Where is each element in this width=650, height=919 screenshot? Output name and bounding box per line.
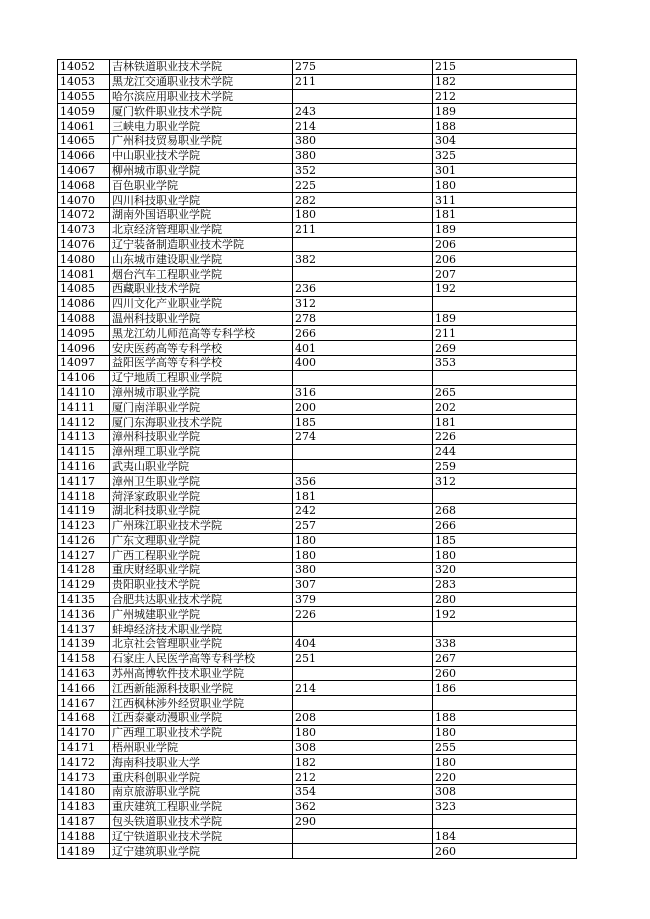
score-a-cell (293, 696, 433, 711)
score-a-cell: 274 (293, 429, 433, 444)
school-name-cell: 蚌埠经济技术职业学院 (110, 622, 293, 637)
score-b-cell: 192 (433, 607, 577, 622)
score-b-cell: 226 (433, 429, 577, 444)
score-a-cell: 401 (293, 341, 433, 356)
score-b-cell: 259 (433, 459, 577, 474)
score-b-cell: 189 (433, 311, 577, 326)
score-b-cell: 184 (433, 829, 577, 844)
score-a-cell: 225 (293, 178, 433, 193)
school-code-cell: 14137 (58, 622, 110, 637)
score-a-cell: 180 (293, 533, 433, 548)
table-row (58, 444, 577, 459)
school-code-cell: 14117 (58, 474, 110, 489)
score-b-cell: 188 (433, 711, 577, 726)
school-code-cell: 14076 (58, 237, 110, 252)
score-a-cell: 182 (293, 755, 433, 770)
school-name-cell: 中山职业技术学院 (110, 148, 293, 163)
school-name-cell: 包头铁道职业技术学院 (110, 814, 293, 829)
school-name-cell: 湖南外国语职业学院 (110, 207, 293, 222)
school-code-cell: 14059 (58, 104, 110, 119)
school-name-cell: 苏州高博软件技术职业学院 (110, 666, 293, 681)
score-b-cell: 180 (433, 178, 577, 193)
score-a-cell: 180 (293, 725, 433, 740)
score-a-cell: 316 (293, 385, 433, 400)
school-name-cell: 烟台汽车工程职业学院 (110, 267, 293, 282)
score-b-cell: 301 (433, 163, 577, 178)
score-a-cell: 208 (293, 711, 433, 726)
school-name-cell: 柳州城市职业学院 (110, 163, 293, 178)
school-name-cell: 安庆医药高等专科学校 (110, 341, 293, 356)
school-name-cell: 广州城建职业学院 (110, 607, 293, 622)
table-row (58, 577, 577, 592)
school-code-cell: 14166 (58, 681, 110, 696)
score-table-body (58, 60, 577, 859)
school-name-cell: 广州科技贸易职业学院 (110, 133, 293, 148)
score-a-cell: 380 (293, 563, 433, 578)
school-code-cell: 14115 (58, 444, 110, 459)
school-name-cell: 北京经济管理职业学院 (110, 222, 293, 237)
score-a-cell: 308 (293, 740, 433, 755)
table-row (58, 370, 577, 385)
table-row (58, 474, 577, 489)
school-name-cell: 四川科技职业学院 (110, 193, 293, 208)
score-a-cell: 211 (293, 74, 433, 89)
school-code-cell: 14096 (58, 341, 110, 356)
table-row (58, 341, 577, 356)
school-code-cell: 14187 (58, 814, 110, 829)
score-a-cell (293, 622, 433, 637)
table-row (58, 696, 577, 711)
score-a-cell: 379 (293, 592, 433, 607)
score-b-cell: 311 (433, 193, 577, 208)
school-code-cell: 14116 (58, 459, 110, 474)
table-row (58, 666, 577, 681)
school-code-cell: 14110 (58, 385, 110, 400)
school-name-cell: 百色职业学院 (110, 178, 293, 193)
score-a-cell (293, 829, 433, 844)
school-name-cell: 重庆科创职业学院 (110, 770, 293, 785)
score-a-cell: 400 (293, 355, 433, 370)
school-code-cell: 14106 (58, 370, 110, 385)
score-a-cell: 382 (293, 252, 433, 267)
table-row (58, 711, 577, 726)
score-b-cell: 338 (433, 637, 577, 652)
table-row (58, 311, 577, 326)
score-b-cell: 244 (433, 444, 577, 459)
score-b-cell: 266 (433, 518, 577, 533)
table-row (58, 163, 577, 178)
score-b-cell: 280 (433, 592, 577, 607)
table-row (58, 563, 577, 578)
score-a-cell (293, 370, 433, 385)
score-a-cell: 214 (293, 681, 433, 696)
table-row (58, 592, 577, 607)
table-row (58, 237, 577, 252)
school-code-cell: 14111 (58, 400, 110, 415)
school-code-cell: 14119 (58, 503, 110, 518)
table-row (58, 252, 577, 267)
table-row (58, 400, 577, 415)
score-a-cell: 404 (293, 637, 433, 652)
score-b-cell: 255 (433, 740, 577, 755)
table-row (58, 267, 577, 282)
school-name-cell: 重庆财经职业学院 (110, 563, 293, 578)
school-name-cell: 辽宁建筑职业学院 (110, 844, 293, 859)
score-a-cell (293, 444, 433, 459)
school-name-cell: 厦门软件职业技术学院 (110, 104, 293, 119)
school-name-cell: 海南科技职业大学 (110, 755, 293, 770)
school-code-cell: 14070 (58, 193, 110, 208)
score-b-cell: 320 (433, 563, 577, 578)
school-code-cell: 14139 (58, 637, 110, 652)
score-a-cell (293, 237, 433, 252)
school-name-cell: 黑龙江交通职业技术学院 (110, 74, 293, 89)
table-row (58, 222, 577, 237)
school-code-cell: 14086 (58, 296, 110, 311)
table-row (58, 429, 577, 444)
school-name-cell: 厦门东海职业技术学院 (110, 415, 293, 430)
school-code-cell: 14170 (58, 725, 110, 740)
table-row (58, 74, 577, 89)
school-name-cell: 辽宁地质工程职业学院 (110, 370, 293, 385)
school-name-cell: 广东文理职业学院 (110, 533, 293, 548)
table-row (58, 148, 577, 163)
school-name-cell: 漳州城市职业学院 (110, 385, 293, 400)
score-a-cell: 181 (293, 489, 433, 504)
score-a-cell: 275 (293, 60, 433, 75)
score-b-cell: 186 (433, 681, 577, 696)
score-b-cell: 189 (433, 104, 577, 119)
table-row (58, 133, 577, 148)
school-code-cell: 14088 (58, 311, 110, 326)
score-a-cell: 242 (293, 503, 433, 518)
score-a-cell: 290 (293, 814, 433, 829)
score-a-cell: 278 (293, 311, 433, 326)
score-a-cell: 236 (293, 281, 433, 296)
school-code-cell: 14172 (58, 755, 110, 770)
school-code-cell: 14135 (58, 592, 110, 607)
table-row (58, 281, 577, 296)
table-row (58, 355, 577, 370)
school-code-cell: 14113 (58, 429, 110, 444)
school-code-cell: 14053 (58, 74, 110, 89)
table-row (58, 60, 577, 75)
school-name-cell: 四川文化产业职业学院 (110, 296, 293, 311)
school-name-cell: 广西工程职业学院 (110, 548, 293, 563)
school-name-cell: 哈尔滨应用职业技术学院 (110, 89, 293, 104)
score-table (57, 59, 577, 859)
school-code-cell: 14065 (58, 133, 110, 148)
score-b-cell: 182 (433, 74, 577, 89)
score-a-cell: 226 (293, 607, 433, 622)
school-name-cell: 黑龙江幼儿师范高等专科学校 (110, 326, 293, 341)
table-row (58, 193, 577, 208)
score-b-cell: 188 (433, 119, 577, 134)
score-b-cell: 180 (433, 548, 577, 563)
school-name-cell: 漳州卫生职业学院 (110, 474, 293, 489)
school-name-cell: 梧州职业学院 (110, 740, 293, 755)
score-a-cell: 180 (293, 207, 433, 222)
school-name-cell: 漳州科技职业学院 (110, 429, 293, 444)
score-a-cell: 180 (293, 548, 433, 563)
score-b-cell: 269 (433, 341, 577, 356)
school-name-cell: 益阳医学高等专科学校 (110, 355, 293, 370)
score-a-cell (293, 459, 433, 474)
school-code-cell: 14072 (58, 207, 110, 222)
school-code-cell: 14168 (58, 711, 110, 726)
score-a-cell (293, 89, 433, 104)
score-b-cell: 181 (433, 415, 577, 430)
school-name-cell: 温州科技职业学院 (110, 311, 293, 326)
school-code-cell: 14136 (58, 607, 110, 622)
table-row (58, 89, 577, 104)
table-row (58, 607, 577, 622)
score-b-cell: 268 (433, 503, 577, 518)
school-name-cell: 江西枫林涉外经贸职业学院 (110, 696, 293, 711)
score-b-cell: 308 (433, 785, 577, 800)
school-code-cell: 14158 (58, 651, 110, 666)
score-b-cell: 207 (433, 267, 577, 282)
score-b-cell (433, 696, 577, 711)
score-a-cell: 185 (293, 415, 433, 430)
table-row (58, 681, 577, 696)
score-b-cell: 202 (433, 400, 577, 415)
school-name-cell: 山东城市建设职业学院 (110, 252, 293, 267)
table-row (58, 844, 577, 859)
score-a-cell (293, 666, 433, 681)
table-row (58, 770, 577, 785)
school-code-cell: 14073 (58, 222, 110, 237)
score-b-cell: 260 (433, 844, 577, 859)
score-b-cell: 353 (433, 355, 577, 370)
score-b-cell: 180 (433, 755, 577, 770)
table-row (58, 755, 577, 770)
score-b-cell: 260 (433, 666, 577, 681)
score-b-cell (433, 622, 577, 637)
school-name-cell: 广西理工职业技术学院 (110, 725, 293, 740)
score-b-cell: 267 (433, 651, 577, 666)
school-code-cell: 14188 (58, 829, 110, 844)
score-b-cell (433, 370, 577, 385)
table-row (58, 503, 577, 518)
school-code-cell: 14189 (58, 844, 110, 859)
table-row (58, 651, 577, 666)
school-code-cell: 14163 (58, 666, 110, 681)
score-a-cell: 352 (293, 163, 433, 178)
score-a-cell: 354 (293, 785, 433, 800)
school-code-cell: 14066 (58, 148, 110, 163)
school-code-cell: 14167 (58, 696, 110, 711)
table-row (58, 296, 577, 311)
score-a-cell: 211 (293, 222, 433, 237)
school-name-cell: 南京旅游职业学院 (110, 785, 293, 800)
school-code-cell: 14097 (58, 355, 110, 370)
table-row (58, 489, 577, 504)
table-row (58, 207, 577, 222)
school-name-cell: 合肥共达职业技术学院 (110, 592, 293, 607)
school-name-cell: 漳州理工职业学院 (110, 444, 293, 459)
school-code-cell: 14055 (58, 89, 110, 104)
score-b-cell: 283 (433, 577, 577, 592)
school-code-cell: 14085 (58, 281, 110, 296)
school-name-cell: 贵阳职业技术学院 (110, 577, 293, 592)
score-a-cell: 251 (293, 651, 433, 666)
school-code-cell: 14080 (58, 252, 110, 267)
score-b-cell: 181 (433, 207, 577, 222)
score-a-cell: 257 (293, 518, 433, 533)
school-code-cell: 14180 (58, 785, 110, 800)
score-a-cell: 362 (293, 799, 433, 814)
school-name-cell: 西藏职业技术学院 (110, 281, 293, 296)
score-b-cell: 211 (433, 326, 577, 341)
school-code-cell: 14095 (58, 326, 110, 341)
score-a-cell: 282 (293, 193, 433, 208)
table-row (58, 548, 577, 563)
score-a-cell: 356 (293, 474, 433, 489)
score-b-cell (433, 814, 577, 829)
school-name-cell: 江西新能源科技职业学院 (110, 681, 293, 696)
score-a-cell: 266 (293, 326, 433, 341)
score-b-cell (433, 296, 577, 311)
school-code-cell: 14052 (58, 60, 110, 75)
school-name-cell: 三峡电力职业学院 (110, 119, 293, 134)
school-code-cell: 14112 (58, 415, 110, 430)
school-name-cell: 辽宁铁道职业技术学院 (110, 829, 293, 844)
table-row (58, 740, 577, 755)
school-code-cell: 14061 (58, 119, 110, 134)
school-code-cell: 14068 (58, 178, 110, 193)
score-b-cell: 323 (433, 799, 577, 814)
school-name-cell: 厦门南洋职业学院 (110, 400, 293, 415)
school-code-cell: 14183 (58, 799, 110, 814)
score-b-cell: 206 (433, 237, 577, 252)
school-name-cell: 北京社会管理职业学院 (110, 637, 293, 652)
table-row (58, 415, 577, 430)
table-row (58, 178, 577, 193)
table-row (58, 725, 577, 740)
school-name-cell: 石家庄人民医学高等专科学校 (110, 651, 293, 666)
table-row (58, 385, 577, 400)
score-b-cell: 265 (433, 385, 577, 400)
school-code-cell: 14127 (58, 548, 110, 563)
score-a-cell (293, 844, 433, 859)
school-name-cell: 辽宁装备制造职业技术学院 (110, 237, 293, 252)
score-b-cell: 180 (433, 725, 577, 740)
table-row (58, 119, 577, 134)
score-b-cell: 215 (433, 60, 577, 75)
score-b-cell: 185 (433, 533, 577, 548)
table-row (58, 829, 577, 844)
score-a-cell: 380 (293, 133, 433, 148)
table-row (58, 518, 577, 533)
school-name-cell: 武夷山职业学院 (110, 459, 293, 474)
table-row (58, 814, 577, 829)
school-code-cell: 14081 (58, 267, 110, 282)
school-name-cell: 江西泰豪动漫职业学院 (110, 711, 293, 726)
score-b-cell: 189 (433, 222, 577, 237)
score-b-cell: 192 (433, 281, 577, 296)
table-row (58, 799, 577, 814)
table-row (58, 533, 577, 548)
school-code-cell: 14128 (58, 563, 110, 578)
score-a-cell: 200 (293, 400, 433, 415)
score-a-cell: 243 (293, 104, 433, 119)
school-name-cell: 重庆建筑工程职业学院 (110, 799, 293, 814)
table-row (58, 459, 577, 474)
school-code-cell: 14129 (58, 577, 110, 592)
table-row (58, 622, 577, 637)
school-code-cell: 14126 (58, 533, 110, 548)
score-a-cell: 212 (293, 770, 433, 785)
score-b-cell: 206 (433, 252, 577, 267)
score-b-cell: 212 (433, 89, 577, 104)
table-row (58, 326, 577, 341)
score-b-cell: 220 (433, 770, 577, 785)
table-row (58, 785, 577, 800)
score-a-cell: 312 (293, 296, 433, 311)
school-code-cell: 14118 (58, 489, 110, 504)
school-code-cell: 14067 (58, 163, 110, 178)
score-b-cell: 312 (433, 474, 577, 489)
school-code-cell: 14123 (58, 518, 110, 533)
score-a-cell (293, 267, 433, 282)
score-a-cell: 380 (293, 148, 433, 163)
table-row (58, 637, 577, 652)
score-b-cell (433, 489, 577, 504)
table-row (58, 104, 577, 119)
school-name-cell: 湖北科技职业学院 (110, 503, 293, 518)
school-name-cell: 菏泽家政职业学院 (110, 489, 293, 504)
score-b-cell: 325 (433, 148, 577, 163)
score-a-cell: 307 (293, 577, 433, 592)
score-b-cell: 304 (433, 133, 577, 148)
school-code-cell: 14173 (58, 770, 110, 785)
school-name-cell: 吉林铁道职业技术学院 (110, 60, 293, 75)
school-code-cell: 14171 (58, 740, 110, 755)
school-name-cell: 广州珠江职业技术学院 (110, 518, 293, 533)
score-a-cell: 214 (293, 119, 433, 134)
